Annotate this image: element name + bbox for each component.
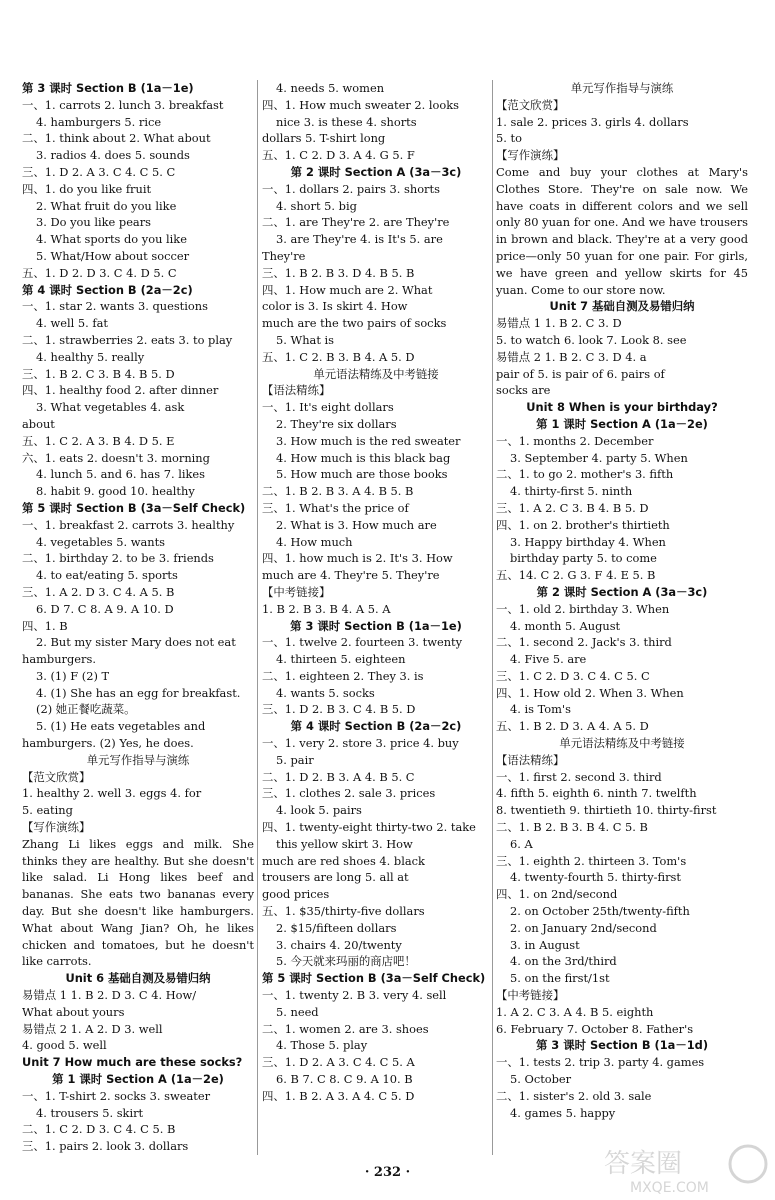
answer-line: 4. lunch 5. and 6. has 7. likes	[36, 467, 206, 482]
answer-line: 6. A	[510, 836, 533, 851]
answer-line: 二、1. are They're 2. are They're	[262, 215, 450, 230]
answer-line: 第 2 课时 Section A (3a－3c)	[536, 584, 708, 599]
answer-line: 第 4 课时 Section B (2a－2c)	[290, 719, 462, 734]
answer-line: 3. Happy birthday 4. When	[510, 534, 666, 549]
answer-line: 二、1. C 2. D 3. C 4. C 5. B	[22, 1122, 176, 1137]
answer-line: 五、1. C 2. A 3. B 4. D 5. E	[22, 433, 175, 448]
answer-line: 四、1. How much sweater 2. looks	[262, 97, 460, 112]
answer-line: 二、1. birthday 2. to be 3. friends	[22, 551, 214, 566]
answer-line: much are 4. They're 5. They're	[262, 568, 440, 583]
watermark-subtext: MXQE.COM	[630, 1180, 709, 1195]
answer-line: 5. 今天就来玛丽的商店吧！	[276, 954, 416, 969]
answer-line: color is 3. Is skirt 4. How	[262, 299, 408, 314]
answer-line: 三、1. A 2. C 3. B 4. B 5. D	[496, 500, 649, 515]
answer-line: 4. needs 5. women	[276, 81, 385, 95]
answer-line: 第 2 课时 Section A (3a－3c)	[290, 164, 462, 179]
answer-line: 二、1. second 2. Jack's 3. third	[496, 635, 672, 650]
answer-line: 4. vegetables 5. wants	[36, 534, 165, 549]
answer-line: 3. (1) F (2) T	[36, 668, 110, 683]
answer-line: 易错点 2 1. B 2. C 3. D 4. a	[496, 349, 647, 364]
answer-line: 4. fifth 5. eighth 6. ninth 7. twelfth	[496, 786, 697, 801]
answer-line: 四、1. on 2nd/second	[496, 887, 618, 902]
answer-line: 8. twentieth 9. thirtieth 10. thirty-first	[496, 803, 717, 818]
answer-line: 5. on the first/1st	[510, 971, 610, 986]
answer-line: 5. to	[496, 131, 522, 146]
answer-line: 【写作演练】	[22, 820, 91, 835]
answer-line: 六、1. eats 2. doesn't 3. morning	[22, 450, 210, 465]
answer-line: 四、1. on 2. brother's thirtieth	[496, 517, 670, 532]
column-divider	[492, 80, 493, 1155]
answer-line: They're	[262, 248, 306, 263]
answer-line: Zhang Li likes eggs and milk. She thinks they are healthy. But she doesn't like salad. Li Hong likes beef and bananas. She eats two bananas every day. But she doesn't like hamburgers. What about Wang Jian? Oh, he likes chicken and tomatoes, but he doesn't like carrots.	[22, 836, 254, 969]
answer-line: 三、1. D 2. B 3. C 4. B 5. D	[262, 702, 416, 717]
answer-line: 5. pair	[276, 752, 314, 767]
answer-line: 4. thirty-first 5. ninth	[510, 484, 633, 499]
answer-line: 五、1. D 2. D 3. C 4. D 5. C	[22, 265, 177, 280]
answer-line: 4. Five 5. are	[510, 652, 587, 667]
answer-line: 2. $15/fifteen dollars	[276, 920, 397, 935]
answer-line: 【写作演练】	[496, 148, 565, 163]
answer-line: 四、1. How much are 2. What	[262, 282, 433, 297]
answer-line: 一、1. very 2. store 3. price 4. buy	[262, 736, 459, 751]
answer-line: 5. How much are those books	[276, 467, 448, 482]
answer-line: 一、1. twenty 2. B 3. very 4. sell	[262, 988, 447, 1003]
answer-line: 一、1. star 2. wants 3. questions	[22, 299, 208, 314]
answer-line: about	[22, 416, 55, 431]
answer-line: Unit 6 基础自测及易错归纳	[65, 971, 211, 986]
answer-line: 2. But my sister Mary does not eat	[36, 635, 236, 650]
answer-line: 5. need	[276, 1004, 319, 1019]
answer-line: 3. are They're 4. is It's 5. are	[276, 232, 443, 247]
answer-line: 3. How much is the red sweater	[276, 433, 461, 448]
answer-line: 2. on January 2nd/second	[510, 920, 657, 935]
column-right	[496, 80, 748, 1121]
answer-line: 三、1. D 2. A 3. C 4. C 5. C	[22, 164, 176, 179]
answer-line: 三、1. C 2. D 3. C 4. C 5. C	[496, 668, 650, 683]
answer-line: 二、1. eighteen 2. They 3. is	[262, 668, 424, 683]
answer-line: 单元写作指导与演练	[86, 752, 190, 767]
answer-line: 【语法精练】	[262, 383, 331, 398]
answer-line: 3. radios 4. does 5. sounds	[36, 148, 190, 163]
answer-line: 5. to watch 6. look 7. Look 8. see	[496, 332, 687, 347]
answer-line: 单元语法精练及中考链接	[313, 366, 439, 381]
answer-line: 三、1. A 2. D 3. C 4. A 5. B	[22, 584, 175, 599]
answer-line: 1. sale 2. prices 3. girls 4. dollars	[496, 114, 689, 129]
answer-line: What about yours	[22, 1004, 125, 1019]
column-middle	[262, 80, 490, 1105]
answer-line: 6. B 7. C 8. C 9. A 10. B	[276, 1072, 413, 1087]
answer-line: 易错点 2 1. A 2. D 3. well	[22, 1021, 163, 1036]
answer-line: 四、1. do you like fruit	[22, 181, 152, 196]
answer-line: 三、1. clothes 2. sale 3. prices	[262, 786, 436, 801]
answer-line: 三、1. eighth 2. thirteen 3. Tom's	[496, 853, 687, 868]
answer-line: 第 4 课时 Section B (2a－2c)	[22, 282, 193, 297]
answer-line: 2. They're six dollars	[276, 416, 397, 431]
answer-line: 第 5 课时 Section B (3a－Self Check)	[262, 971, 486, 986]
answer-line: 五、1. C 2. B 3. B 4. A 5. D	[262, 349, 415, 364]
answer-line: 5. (1) He eats vegetables and	[36, 719, 206, 734]
answer-line: 4. well 5. fat	[36, 316, 108, 331]
answer-line: 四、1. How old 2. When 3. When	[496, 685, 684, 700]
answer-line: 二、1. strawberries 2. eats 3. to play	[22, 332, 233, 347]
answer-line: (2) 她正餐吃蔬菜。	[36, 702, 136, 717]
answer-line: 3. September 4. party 5. When	[510, 450, 688, 465]
answer-line: 2. What fruit do you like	[36, 198, 177, 213]
answer-line: 二、1. think about 2. What about	[22, 131, 211, 146]
answer-line: 1. B 2. B 3. B 4. A 5. A	[262, 601, 391, 616]
answer-line: 二、1. sister's 2. old 3. sale	[496, 1088, 652, 1103]
answer-line: trousers are long 5. all at	[262, 870, 409, 885]
answer-line: 三、1. D 2. A 3. C 4. C 5. A	[262, 1055, 415, 1070]
answer-line: 三、1. What's the price of	[262, 500, 409, 515]
answer-line: 三、1. B 2. C 3. B 4. B 5. D	[22, 366, 175, 381]
answer-line: 4. to eat/eating 5. sports	[36, 568, 178, 583]
answer-line: 五、1. C 2. D 3. A 4. G 5. F	[262, 148, 415, 163]
answer-line: 四、1. B	[22, 618, 68, 633]
answer-line: 【中考链接】	[262, 584, 331, 599]
answer-line: 【中考链接】	[496, 988, 565, 1003]
answer-line: 第 3 课时 Section B (1a－1e)	[22, 81, 194, 95]
answer-line: 【范文欣赏】	[496, 97, 565, 112]
answer-line: 三、1. B 2. B 3. D 4. B 5. B	[262, 265, 415, 280]
answer-line: 一、1. twelve 2. fourteen 3. twenty	[262, 635, 463, 650]
answer-line: 四、1. healthy food 2. after dinner	[22, 383, 219, 398]
answer-line: 一、1. first 2. second 3. third	[496, 769, 662, 784]
answer-line: 4. healthy 5. really	[36, 349, 145, 364]
answer-line: 3. chairs 4. 20/twenty	[276, 937, 402, 952]
answer-line: 6. February 7. October 8. Father's	[496, 1021, 694, 1036]
answer-line: socks are	[496, 383, 551, 398]
answer-line: 4. short 5. big	[276, 198, 357, 213]
answer-line: Unit 8 When is your birthday?	[526, 400, 718, 415]
answer-line: 【范文欣赏】	[22, 769, 91, 784]
answer-line: 3. in August	[510, 937, 580, 952]
answer-line: 一、1. old 2. birthday 3. When	[496, 601, 670, 616]
answer-line: 五、14. C 2. G 3. F 4. E 5. B	[496, 568, 656, 583]
answer-line: this yellow skirt 3. How	[276, 836, 413, 851]
answer-line: 4. trousers 5. skirt	[36, 1105, 144, 1120]
watermark-text: 答案圈	[604, 1149, 683, 1179]
answer-line: 单元语法精练及中考链接	[559, 736, 685, 751]
answer-line: 4. wants 5. socks	[276, 685, 375, 700]
answer-line: 四、1. twenty-eight thirty-two 2. take	[262, 820, 476, 835]
answer-line: 1. healthy 2. well 3. eggs 4. for	[22, 786, 202, 801]
answer-line: 二、1. B 2. B 3. A 4. B 5. B	[262, 484, 414, 499]
answer-line: 4. hamburgers 5. rice	[36, 114, 162, 129]
answer-line: Unit 7 How much are these socks?	[22, 1055, 243, 1070]
answer-line: 第 1 课时 Section A (1a－2e)	[536, 416, 708, 431]
answer-line: 8. habit 9. good 10. healthy	[36, 484, 195, 499]
answer-line: birthday party 5. to come	[510, 551, 657, 566]
answer-line: 2. on October 25th/twenty-fifth	[510, 904, 690, 919]
answer-line: 1. A 2. C 3. A 4. B 5. eighth	[496, 1004, 654, 1019]
answer-line: 二、1. women 2. are 3. shoes	[262, 1021, 429, 1036]
answer-line: 五、1. $35/thirty-five dollars	[262, 904, 425, 919]
answer-line: much are red shoes 4. black	[262, 853, 425, 868]
answer-line: 3. Do you like pears	[36, 215, 152, 230]
answer-line: 4. (1) She has an egg for breakfast.	[36, 685, 241, 700]
answer-line: Come and buy your clothes at Mary's Clothes Store. They're on sale now. We have coats in different colors and we sell only 80 yuan for one. And we have trousers in brown and black. They're at a very good price—only 50 yuan for one pair. For girls, we have green and yellow skirts for 45 yuan. Come to our store now.	[496, 164, 748, 297]
answer-line: 二、1. D 2. B 3. A 4. B 5. C	[262, 769, 415, 784]
answer-line: 4. look 5. pairs	[276, 803, 362, 818]
answer-line: 五、1. B 2. D 3. A 4. A 5. D	[496, 719, 649, 734]
answer-line: 易错点 1 1. B 2. C 3. D	[496, 316, 622, 331]
answer-line: 一、1. It's eight dollars	[262, 400, 394, 415]
answer-line: 3. What vegetables 4. ask	[36, 400, 185, 415]
answer-line: hamburgers. (2) Yes, he does.	[22, 736, 194, 751]
answer-line: 二、1. B 2. B 3. B 4. C 5. B	[496, 820, 648, 835]
answer-line: 一、1. T-shirt 2. socks 3. sweater	[22, 1088, 211, 1103]
answer-line: 4. on the 3rd/third	[510, 954, 617, 969]
answer-line: 4. thirteen 5. eighteen	[276, 652, 406, 667]
answer-line: 三、1. pairs 2. look 3. dollars	[22, 1139, 189, 1154]
answer-line: 第 3 课时 Section B (1a－1e)	[290, 618, 462, 633]
answer-line: 【语法精练】	[496, 752, 565, 767]
answer-line: 5. What is	[276, 332, 335, 347]
answer-line: 四、1. B 2. A 3. A 4. C 5. D	[262, 1088, 415, 1103]
answer-line: nice 3. is these 4. shorts	[276, 114, 417, 129]
watermark-logo	[600, 1140, 770, 1195]
answer-line: 易错点 1 1. B 2. D 3. C 4. How/	[22, 988, 197, 1003]
answer-line: 5. eating	[22, 803, 73, 818]
answer-line: 4. games 5. happy	[510, 1105, 616, 1120]
answer-line: good prices	[262, 887, 330, 902]
answer-line: 4. is Tom's	[510, 702, 571, 717]
answer-line: 单元写作指导与演练	[570, 81, 674, 95]
answer-line: 一、1. breakfast 2. carrots 3. healthy	[22, 517, 235, 532]
answer-line: 4. What sports do you like	[36, 232, 187, 247]
answer-line: 二、1. to go 2. mother's 3. fifth	[496, 467, 674, 482]
answer-line: 第 5 课时 Section B (3a－Self Check)	[22, 500, 246, 515]
answer-line: 一、1. tests 2. trip 3. party 4. games	[496, 1055, 705, 1070]
answer-line: 四、1. how much is 2. It's 3. How	[262, 551, 453, 566]
answer-line: 第 3 课时 Section B (1a－1d)	[535, 1038, 709, 1053]
answer-line: 4. How much is this black bag	[276, 450, 451, 465]
answer-line: 4. How much	[276, 534, 353, 549]
answer-line: Unit 7 基础自测及易错归纳	[549, 299, 695, 314]
answer-line: 5. October	[510, 1072, 572, 1087]
answer-line: 4. month 5. August	[510, 618, 621, 633]
answer-line: 一、1. carrots 2. lunch 3. breakfast	[22, 97, 224, 112]
answer-line: 4. twenty-fourth 5. thirty-first	[510, 870, 681, 885]
column-left	[22, 80, 254, 1155]
answer-line: 一、1. months 2. December	[496, 433, 654, 448]
answer-line: 5. What/How about soccer	[36, 248, 190, 263]
answer-line: pair of 5. is pair of 6. pairs of	[496, 366, 665, 381]
answer-line: 6. D 7. C 8. A 9. A 10. D	[36, 601, 174, 616]
answer-line: 4. Those 5. play	[276, 1038, 368, 1053]
column-divider	[257, 80, 258, 1155]
answer-line: 4. good 5. well	[22, 1038, 107, 1053]
answer-line: much are the two pairs of socks	[262, 316, 447, 331]
answer-line: 一、1. dollars 2. pairs 3. shorts	[262, 181, 440, 196]
answer-line: hamburgers.	[22, 652, 96, 667]
answer-line: dollars 5. T-shirt long	[262, 131, 386, 146]
answer-line: 第 1 课时 Section A (1a－2e)	[52, 1072, 224, 1087]
answer-line: 2. What is 3. How much are	[276, 517, 437, 532]
page-number: · 232 ·	[364, 1165, 411, 1180]
